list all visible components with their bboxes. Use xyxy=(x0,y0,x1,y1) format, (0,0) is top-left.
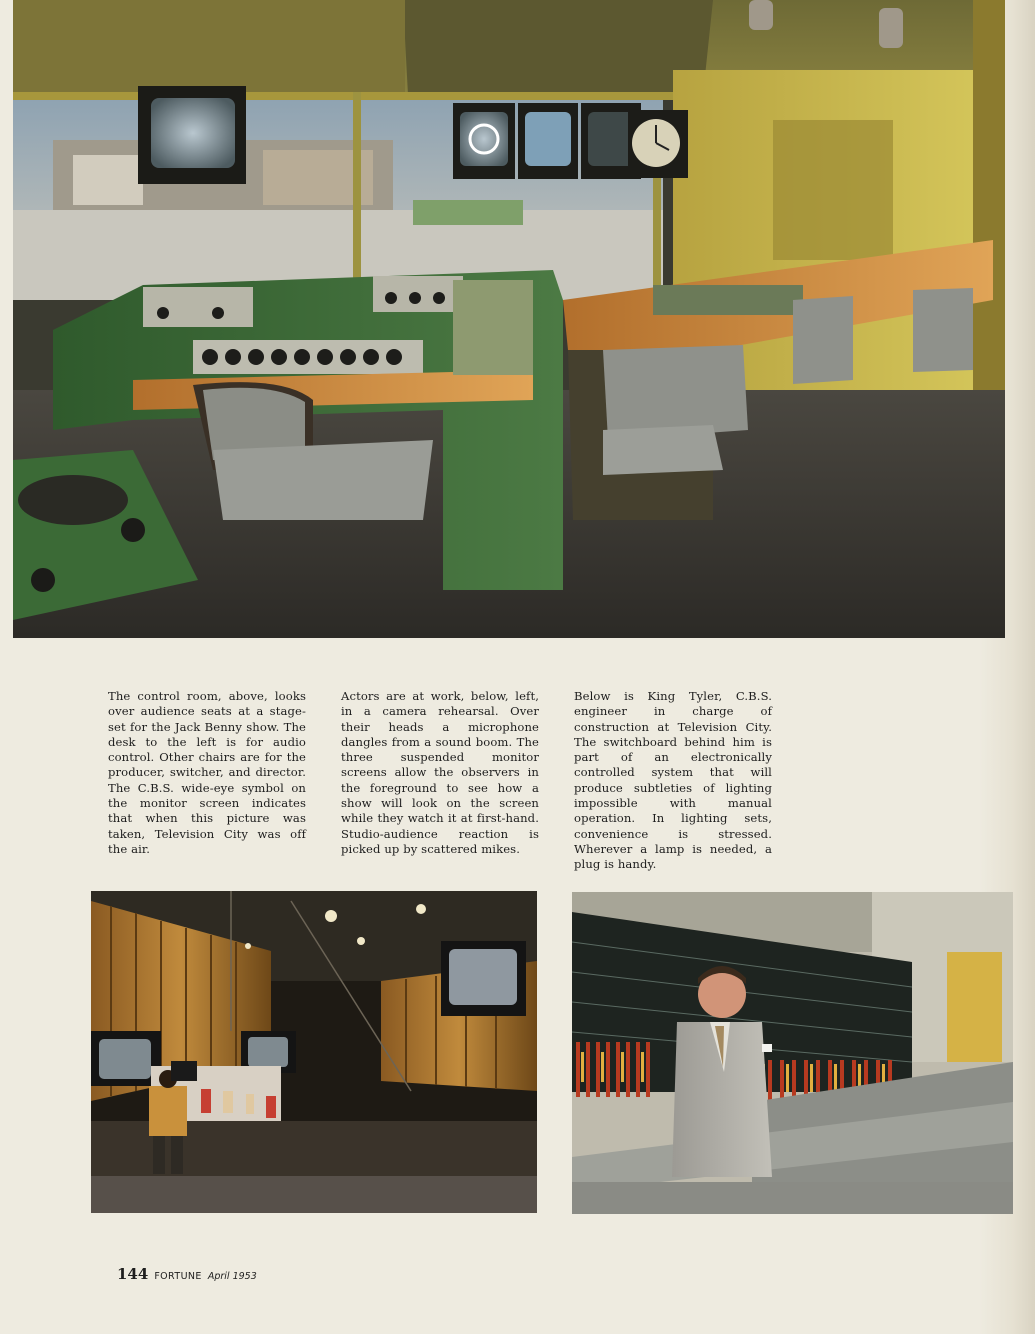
king-tyler-switchboard-photo xyxy=(572,892,1013,1214)
camera-rehearsal-photo xyxy=(91,891,537,1213)
caption-control-room: The control room, above, looks over audience seats at a stage-set for the Jack Benny show. The desk to the left is for audio control. Other chairs are for the producer, switcher, and director. The C.B.S. wide-eye symbol on the monitor screen indicates that when this picture was taken, Television City was off the air. xyxy=(108,689,306,856)
page-footer xyxy=(117,1264,257,1284)
control-room-photo xyxy=(13,0,1005,638)
page-number: 144 xyxy=(117,1265,149,1283)
caption-rehearsal: Actors are at work, below, left, in a camera rehearsal. Over their heads a microphone dangles from a sound boom. The three suspended monitor screens allow the observers in the foreground to see how a show will look on the screen while they watch it at first-hand. Studio-audience reaction is picked up by scattered mikes. xyxy=(341,689,539,856)
caption-king-tyler: Below is King Tyler, C.B.S. engineer in charge of construction at Television City. The switchboard behind him is part of an electronically controlled system that will produce subtleties of lighting impossible with manual operation. In lighting sets, convenience is stressed. Wherever a lamp is needed, a plug is handy. xyxy=(574,689,772,872)
magazine-name: FORTUNE xyxy=(154,1271,202,1282)
issue-date: April 1953 xyxy=(207,1271,257,1282)
